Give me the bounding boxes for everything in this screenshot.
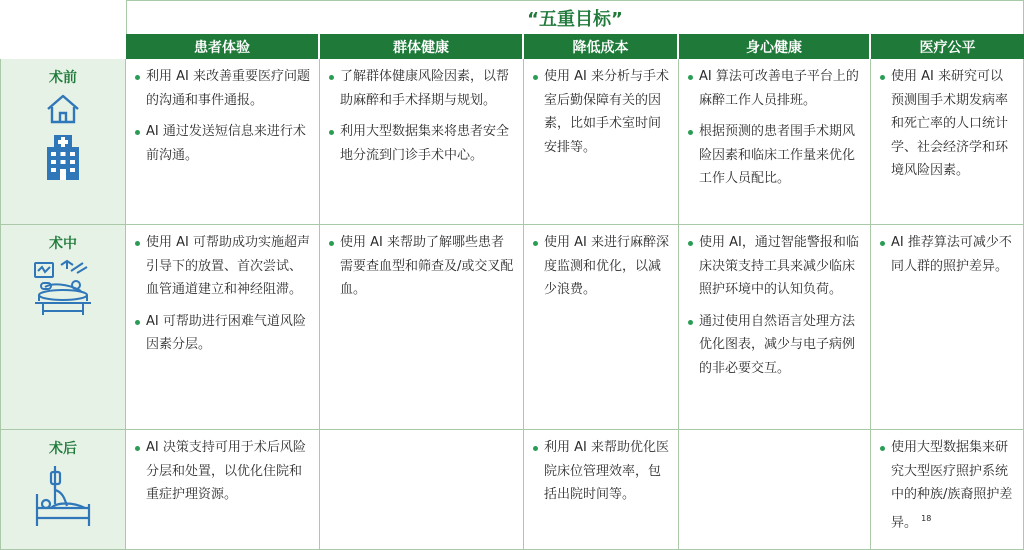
list-item: 使用 AI 来分析与手术室后勤保障有关的因素，比如手术室时间安排等。 [532, 65, 670, 159]
cell-preop-population-health [320, 59, 524, 225]
cell-intraop-population-health [320, 225, 524, 430]
list-item: 使用 AI 来研究可以预测围手术期发病率和死亡率的人口统计学、社会经济学和环境风险因素。 [879, 65, 1015, 183]
list-item: 通过使用自然语言处理方法优化图表，减少与电子病例的非必要交互。 [687, 310, 862, 381]
cell-intraop-patient-experience [126, 225, 320, 430]
cell-intraop-cost-reduction [524, 225, 679, 430]
column-header-health-equity: 医疗公平 [871, 34, 1024, 59]
list-item: 根据预测的患者围手术期风险因素和临床工作量来优化工作人员配比。 [687, 120, 862, 191]
house-icon [45, 93, 81, 125]
cell-postop-patient-experience [126, 430, 320, 550]
cell-preop-cost-reduction [524, 59, 679, 225]
list-item: 了解群体健康风险因素，以帮助麻醉和手术择期与规划。 [328, 65, 515, 112]
cell-postop-population-health [320, 430, 524, 550]
column-header-patient-experience: 患者体验 [126, 34, 320, 59]
list-item: 利用大型数据集来将患者安全地分流到门诊手术中心。 [328, 120, 515, 167]
cell-preop-wellbeing [679, 59, 871, 225]
recovery-bed-icon [33, 464, 93, 530]
column-header-cost-reduction: 降低成本 [524, 34, 679, 59]
cell-postop-health-equity [871, 430, 1024, 550]
list-item [879, 436, 1015, 534]
list-item-text: 使用大型数据集来研究大型医疗照护系统中的种族/族裔照护差异。 [891, 440, 1013, 530]
list-item: AI 可帮助进行困难气道风险因素分层。 [134, 310, 311, 357]
row-label: 术中 [49, 236, 77, 252]
cell-preop-health-equity [871, 59, 1024, 225]
list-item: 使用 AI 可帮助成功实施超声引导下的放置、首次尝试、血管通道建立和神经阻滞。 [134, 231, 311, 302]
cell-postop-wellbeing [679, 430, 871, 550]
row-header-postop [0, 430, 126, 550]
list-item: AI 算法可改善电子平台上的麻醉工作人员排班。 [687, 65, 862, 112]
list-item: 利用 AI 来帮助优化医院床位管理效率，包括出院时间等。 [532, 436, 670, 507]
surgery-icon [31, 259, 95, 321]
cell-intraop-wellbeing [679, 225, 871, 430]
row-label: 术后 [49, 441, 77, 457]
row-header-intraop [0, 225, 126, 430]
cell-postop-cost-reduction [524, 430, 679, 550]
corner-empty-2 [0, 34, 126, 59]
row-label: 术前 [49, 70, 77, 86]
list-item: 使用 AI 来进行麻醉深度监测和优化，以减少浪费。 [532, 231, 670, 302]
list-item: AI 决策支持可用于术后风险分层和处置，以优化住院和重症护理资源。 [134, 436, 311, 507]
list-item: AI 推荐算法可减少不同人群的照护差异。 [879, 231, 1015, 278]
table-title: “五重目标” [126, 0, 1024, 34]
corner-empty [0, 0, 126, 34]
cell-intraop-health-equity [871, 225, 1024, 430]
list-item: 使用 AI，通过智能警报和临床决策支持工具来减少临床照护环境中的认知负荷。 [687, 231, 862, 302]
cell-preop-patient-experience [126, 59, 320, 225]
list-item: AI 通过发送短信息来进行术前沟通。 [134, 120, 311, 167]
column-header-wellbeing: 身心健康 [679, 34, 871, 59]
hospital-icon [41, 133, 85, 181]
list-item: 利用 AI 来改善重要医疗问题的沟通和事件通报。 [134, 65, 311, 112]
row-header-preop [0, 59, 126, 225]
column-header-population-health: 群体健康 [320, 34, 524, 59]
footnote-marker: 18 [921, 513, 932, 523]
list-item: 使用 AI 来帮助了解哪些患者需要查血型和筛查及/或交叉配血。 [328, 231, 515, 302]
